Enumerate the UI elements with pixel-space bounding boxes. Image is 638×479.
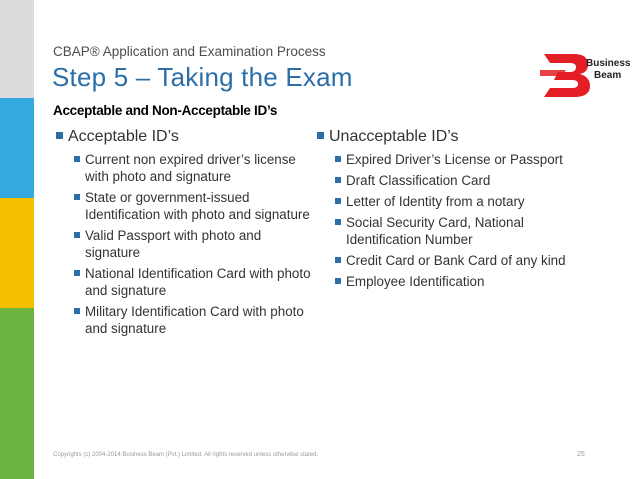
list-item-text: State or government-issued Identification with photo and signature [85,190,310,222]
list-item [317,151,577,168]
square-bullet-icon [74,156,80,162]
color-side-bar [0,0,34,479]
square-bullet-icon [74,232,80,238]
list-item [317,193,577,210]
square-bullet-icon [335,177,341,183]
square-bullet-icon [335,278,341,284]
copyright-footer: Copyrights (c) 2004-2014 Business Beam (Pvt.) Limited. All rights reserved unless otherwise stated. [53,452,319,458]
list-item-text: Social Security Card, National Identification Number [346,215,524,247]
list-item-text: Expired Driver’s License or Passport [346,152,563,167]
unacceptable-heading [317,126,577,147]
square-bullet-icon [74,270,80,276]
list-item [56,303,316,337]
list-item-text: Draft Classification Card [346,173,491,188]
square-bullet-icon [335,219,341,225]
unacceptable-heading-text: Unacceptable ID’s [329,128,459,145]
list-item [317,273,577,290]
list-item [317,214,577,248]
acceptable-heading [56,126,316,147]
list-item [317,172,577,189]
list-item-text: National Identification Card with photo and signature [85,266,311,298]
acceptable-ids-column [56,126,316,341]
logo-text-beam: Beam [594,70,622,81]
list-item-text: Credit Card or Bank Card of any kind [346,253,566,268]
list-item [56,189,316,223]
list-item-text: Valid Passport with photo and signature [85,228,262,260]
square-bullet-icon [74,308,80,314]
logo-text-business: Business [586,58,631,69]
slide-title: Step 5 – Taking the Exam [52,62,353,92]
square-bullet-icon [335,257,341,263]
square-bullet-icon [56,132,63,139]
square-bullet-icon [74,194,80,200]
acceptable-heading-text: Acceptable ID’s [68,128,179,145]
square-bullet-icon [317,132,324,139]
page-number: 25 [577,451,585,458]
square-bullet-icon [335,156,341,162]
list-item [56,151,316,185]
square-bullet-icon [335,198,341,204]
side-bar-grey [0,0,34,98]
list-item-text: Letter of Identity from a notary [346,194,525,209]
side-bar-blue [0,98,34,198]
list-item [56,265,316,299]
list-item-text: Current non expired driver’s license with photo and signature [85,152,296,184]
unacceptable-ids-column [317,126,577,294]
slide-subtitle: CBAP® Application and Examination Process [53,44,326,59]
list-item-text: Military Identification Card with photo and signature [85,304,304,336]
list-item [56,227,316,261]
list-item [317,252,577,269]
side-bar-green [0,308,34,479]
side-bar-yellow [0,198,34,308]
list-item-text: Employee Identification [346,274,485,289]
section-heading: Acceptable and Non-Acceptable ID’s [53,103,278,118]
